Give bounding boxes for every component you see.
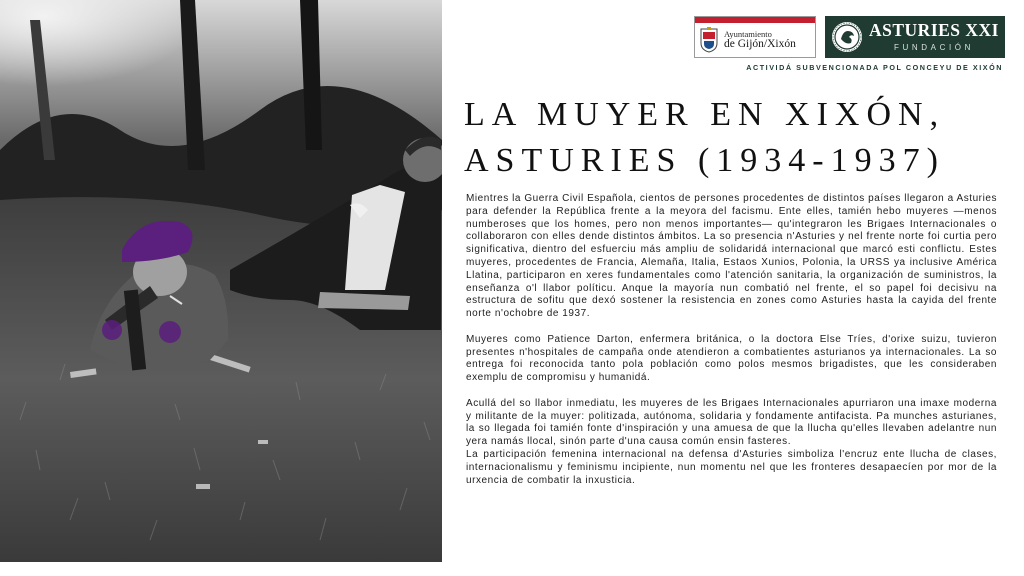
asturies-logo-subtitle: FUNDACIÓN	[894, 42, 974, 52]
article-body	[466, 193, 997, 487]
historical-photo	[0, 0, 442, 562]
asturies-xxi-logo	[825, 16, 1005, 58]
subsidy-note: ACTIVIDÁ SUBVENCIONADA POL CONCEYU DE XIXÓN	[746, 63, 1003, 72]
gijon-city-logo	[694, 16, 816, 58]
title-line-1: LA MUYER EN XIXÓN,	[464, 96, 946, 133]
photo-illustration	[0, 0, 442, 562]
paragraph-3: Acullá del so llabor inmediatu, les muyeres de les Brigaes Internacionales apurriaron una imaxe moderna y militante de la muyer: politizada, autónoma, solidaria y fondamente antifacista. Pa munches asturianes, la so llegada foi tamién fonte d'inspiración y una amuesa de que la llucha qu'elles llevaben adelantre nun yera namás llocal, sinón parte d'una causa común ensin fasteres.	[466, 397, 997, 448]
paragraph-4: La participación femenina internacional na defensa d'Asturies simboliza l'encruz ente llucha de clases, internacionalismu y feminismu incipiente, nun momentu nel que les fronteres desapaecíen por mor de la urxencia de combatir la inxusticia.	[466, 448, 997, 486]
gijon-coat-of-arms-icon	[699, 27, 719, 53]
paragraph-1: Mientres la Guerra Civil Española, cientos de persones procedentes de distintos países llegaron a Asturies para defender la República frente a la meyora del facismu. Ente elles, tamién hebo muyeres —menos numberoses que los homes, pero non menos importantes— qu'integraron les Brigaes Internacionales o collaboraron con elles dende distintos ámbitos. La so presencia n'Asturies y nel frente norte foi curtia pero significativa, dientro del esfuerciu más ampliu de solidaridá internacional que marcó esti conflictu. Estes muyeres, procedentes de Francia, Alemaña, Italia, Estaos Xunios, Polonia, la URSS ya inclusive América Llatina, participaron en xeres fundamentales como l'atención sanitaria, la organización de suministros, la enseñanza o'l llabor políticu. Anque la mayoría nun combatió nel frente, el so papel foi decisivu na estructura de sofitu que dexó sostener la resistencia en zones como Asturies hasta la cayida del frente norte n'ochobre de 1937.	[466, 193, 997, 320]
page-title	[464, 92, 1004, 184]
asturies-emblem-icon	[831, 21, 863, 53]
paragraph-2: Muyeres como Patience Darton, enfermera británica, o la doctora Else Tríes, d'orixe suizu, tuvieron presentes n'hospitales de campaña onde atendieron a combatientes asturianos ya internacionales. La so entrega foi reconocida tanto pola población como polos mesmos brigadistes, que les consideraben exemplu de compromisu y humanidá.	[466, 333, 997, 384]
asturies-logo-name: ASTURIES XXI	[869, 20, 999, 41]
gijon-logo-line1: Ayuntamiento	[724, 28, 772, 39]
gijon-logo-line2: de Gijón/Xixón	[724, 38, 796, 51]
title-line-2: ASTURIES (1934-1937)	[464, 142, 945, 179]
